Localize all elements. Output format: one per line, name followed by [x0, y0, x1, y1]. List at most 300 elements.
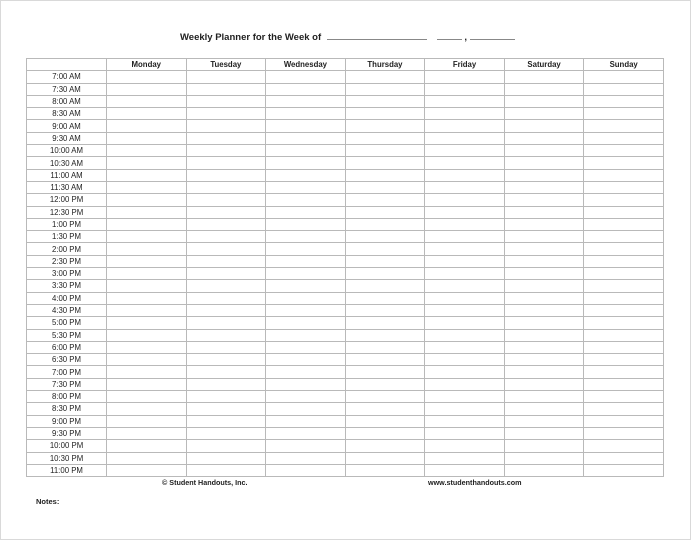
slot-cell-sunday[interactable]: [584, 354, 664, 366]
slot-cell-sunday[interactable]: [584, 366, 664, 378]
time-label: 4:00 PM: [27, 292, 107, 304]
slot-cell-friday[interactable]: [425, 71, 505, 83]
slot-cell-monday[interactable]: [107, 71, 187, 83]
slot-cell-tuesday[interactable]: [186, 218, 266, 230]
slot-cell-friday[interactable]: [425, 440, 505, 452]
slot-cell-wednesday[interactable]: [266, 206, 346, 218]
time-label: 9:30 AM: [27, 132, 107, 144]
slot-cell-friday[interactable]: [425, 292, 505, 304]
slot-cell-sunday[interactable]: [584, 169, 664, 181]
slot-cell-saturday[interactable]: [504, 71, 584, 83]
slot-cell-saturday[interactable]: [504, 415, 584, 427]
slot-cell-thursday[interactable]: [345, 317, 425, 329]
slot-cell-wednesday[interactable]: [266, 181, 346, 193]
time-label: 10:00 AM: [27, 145, 107, 157]
slot-cell-wednesday[interactable]: [266, 415, 346, 427]
slot-cell-saturday[interactable]: [504, 440, 584, 452]
slot-cell-monday[interactable]: [107, 157, 187, 169]
slot-cell-saturday[interactable]: [504, 243, 584, 255]
week-month-field[interactable]: [327, 31, 427, 40]
slot-cell-tuesday[interactable]: [186, 317, 266, 329]
slot-cell-tuesday[interactable]: [186, 304, 266, 316]
day-header-wednesday: Wednesday: [266, 59, 346, 71]
slot-cell-sunday[interactable]: [584, 391, 664, 403]
slot-cell-friday[interactable]: [425, 464, 505, 476]
slot-cell-sunday[interactable]: [584, 218, 664, 230]
slot-cell-friday[interactable]: [425, 341, 505, 353]
time-slot-row: [27, 452, 664, 464]
slot-cell-wednesday[interactable]: [266, 378, 346, 390]
slot-cell-wednesday[interactable]: [266, 452, 346, 464]
time-label: 7:00 AM: [27, 71, 107, 83]
slot-cell-saturday[interactable]: [504, 231, 584, 243]
slot-cell-thursday[interactable]: [345, 231, 425, 243]
slot-cell-thursday[interactable]: [345, 206, 425, 218]
slot-cell-wednesday[interactable]: [266, 292, 346, 304]
slot-cell-wednesday[interactable]: [266, 304, 346, 316]
time-label: 3:30 PM: [27, 280, 107, 292]
slot-cell-sunday[interactable]: [584, 243, 664, 255]
slot-cell-wednesday[interactable]: [266, 132, 346, 144]
slot-cell-saturday[interactable]: [504, 452, 584, 464]
slot-cell-thursday[interactable]: [345, 464, 425, 476]
time-slot-row: [27, 403, 664, 415]
slot-cell-monday[interactable]: [107, 341, 187, 353]
time-slot-row: [27, 292, 664, 304]
slot-cell-saturday[interactable]: [504, 403, 584, 415]
week-day-field[interactable]: [437, 31, 462, 40]
slot-cell-thursday[interactable]: [345, 329, 425, 341]
slot-cell-wednesday[interactable]: [266, 391, 346, 403]
slot-cell-friday[interactable]: [425, 108, 505, 120]
time-label: 8:30 AM: [27, 108, 107, 120]
slot-cell-saturday[interactable]: [504, 280, 584, 292]
slot-cell-monday[interactable]: [107, 415, 187, 427]
slot-cell-thursday[interactable]: [345, 243, 425, 255]
slot-cell-friday[interactable]: [425, 243, 505, 255]
slot-cell-saturday[interactable]: [504, 108, 584, 120]
slot-cell-wednesday[interactable]: [266, 194, 346, 206]
time-slot-row: [27, 83, 664, 95]
time-label: 12:30 PM: [27, 206, 107, 218]
slot-cell-tuesday[interactable]: [186, 268, 266, 280]
slot-cell-sunday[interactable]: [584, 464, 664, 476]
time-label: 4:30 PM: [27, 304, 107, 316]
slot-cell-sunday[interactable]: [584, 255, 664, 267]
slot-cell-thursday[interactable]: [345, 255, 425, 267]
time-label: 2:30 PM: [27, 255, 107, 267]
slot-cell-friday[interactable]: [425, 391, 505, 403]
time-slot-row: [27, 169, 664, 181]
slot-cell-sunday[interactable]: [584, 452, 664, 464]
slot-cell-friday[interactable]: [425, 317, 505, 329]
slot-cell-thursday[interactable]: [345, 120, 425, 132]
slot-cell-friday[interactable]: [425, 132, 505, 144]
slot-cell-monday[interactable]: [107, 464, 187, 476]
slot-cell-tuesday[interactable]: [186, 83, 266, 95]
slot-cell-tuesday[interactable]: [186, 194, 266, 206]
slot-cell-friday[interactable]: [425, 366, 505, 378]
slot-cell-friday[interactable]: [425, 403, 505, 415]
slot-cell-monday[interactable]: [107, 268, 187, 280]
slot-cell-friday[interactable]: [425, 206, 505, 218]
slot-cell-wednesday[interactable]: [266, 120, 346, 132]
slot-cell-sunday[interactable]: [584, 415, 664, 427]
slot-cell-friday[interactable]: [425, 157, 505, 169]
slot-cell-tuesday[interactable]: [186, 378, 266, 390]
slot-cell-wednesday[interactable]: [266, 108, 346, 120]
slot-cell-saturday[interactable]: [504, 95, 584, 107]
slot-cell-wednesday[interactable]: [266, 231, 346, 243]
time-slot-row: [27, 415, 664, 427]
slot-cell-tuesday[interactable]: [186, 403, 266, 415]
time-slot-row: [27, 243, 664, 255]
slot-cell-wednesday[interactable]: [266, 354, 346, 366]
slot-cell-monday[interactable]: [107, 169, 187, 181]
slot-cell-sunday[interactable]: [584, 181, 664, 193]
slot-cell-sunday[interactable]: [584, 317, 664, 329]
slot-cell-tuesday[interactable]: [186, 108, 266, 120]
slot-cell-thursday[interactable]: [345, 403, 425, 415]
slot-cell-thursday[interactable]: [345, 292, 425, 304]
slot-cell-sunday[interactable]: [584, 440, 664, 452]
slot-cell-wednesday[interactable]: [266, 464, 346, 476]
slot-cell-friday[interactable]: [425, 120, 505, 132]
slot-cell-thursday[interactable]: [345, 194, 425, 206]
time-label: 8:00 AM: [27, 95, 107, 107]
slot-cell-monday[interactable]: [107, 366, 187, 378]
slot-cell-sunday[interactable]: [584, 403, 664, 415]
slot-cell-tuesday[interactable]: [186, 292, 266, 304]
time-slot-row: [27, 280, 664, 292]
slot-cell-monday[interactable]: [107, 120, 187, 132]
slot-cell-thursday[interactable]: [345, 304, 425, 316]
time-label: 7:30 AM: [27, 83, 107, 95]
slot-cell-saturday[interactable]: [504, 157, 584, 169]
slot-cell-saturday[interactable]: [504, 354, 584, 366]
time-slot-row: [27, 329, 664, 341]
slot-cell-thursday[interactable]: [345, 415, 425, 427]
slot-cell-thursday[interactable]: [345, 71, 425, 83]
time-label: 9:30 PM: [27, 427, 107, 439]
slot-cell-friday[interactable]: [425, 415, 505, 427]
slot-cell-monday[interactable]: [107, 181, 187, 193]
slot-cell-tuesday[interactable]: [186, 354, 266, 366]
slot-cell-wednesday[interactable]: [266, 169, 346, 181]
slot-cell-saturday[interactable]: [504, 206, 584, 218]
slot-cell-friday[interactable]: [425, 145, 505, 157]
slot-cell-tuesday[interactable]: [186, 427, 266, 439]
slot-cell-friday[interactable]: [425, 218, 505, 230]
slot-cell-wednesday[interactable]: [266, 366, 346, 378]
time-slot-row: [27, 145, 664, 157]
planner-grid: [26, 58, 664, 477]
slot-cell-wednesday[interactable]: [266, 95, 346, 107]
time-slot-row: [27, 464, 664, 476]
slot-cell-saturday[interactable]: [504, 341, 584, 353]
slot-cell-wednesday[interactable]: [266, 243, 346, 255]
slot-cell-monday[interactable]: [107, 206, 187, 218]
slot-cell-thursday[interactable]: [345, 366, 425, 378]
slot-cell-monday[interactable]: [107, 95, 187, 107]
time-slot-row: [27, 427, 664, 439]
slot-cell-sunday[interactable]: [584, 108, 664, 120]
slot-cell-monday[interactable]: [107, 194, 187, 206]
slot-cell-monday[interactable]: [107, 280, 187, 292]
slot-cell-wednesday[interactable]: [266, 440, 346, 452]
slot-cell-saturday[interactable]: [504, 218, 584, 230]
slot-cell-saturday[interactable]: [504, 194, 584, 206]
slot-cell-tuesday[interactable]: [186, 366, 266, 378]
time-slot-row: [27, 354, 664, 366]
slot-cell-monday[interactable]: [107, 403, 187, 415]
slot-cell-tuesday[interactable]: [186, 391, 266, 403]
slot-cell-thursday[interactable]: [345, 452, 425, 464]
slot-cell-wednesday[interactable]: [266, 255, 346, 267]
time-slot-row: [27, 304, 664, 316]
slot-cell-friday[interactable]: [425, 255, 505, 267]
slot-cell-monday[interactable]: [107, 427, 187, 439]
day-header-friday: Friday: [425, 59, 505, 71]
slot-cell-saturday[interactable]: [504, 268, 584, 280]
time-slot-row: [27, 440, 664, 452]
slot-cell-thursday[interactable]: [345, 181, 425, 193]
slot-cell-thursday[interactable]: [345, 378, 425, 390]
slot-cell-sunday[interactable]: [584, 71, 664, 83]
time-label: 5:00 PM: [27, 317, 107, 329]
slot-cell-friday[interactable]: [425, 268, 505, 280]
slot-cell-sunday[interactable]: [584, 304, 664, 316]
time-slot-row: [27, 108, 664, 120]
slot-cell-monday[interactable]: [107, 452, 187, 464]
website-link[interactable]: www.studenthandouts.com: [428, 478, 522, 487]
slot-cell-tuesday[interactable]: [186, 464, 266, 476]
slot-cell-thursday[interactable]: [345, 440, 425, 452]
slot-cell-saturday[interactable]: [504, 145, 584, 157]
slot-cell-saturday[interactable]: [504, 317, 584, 329]
time-label: 10:00 PM: [27, 440, 107, 452]
slot-cell-saturday[interactable]: [504, 181, 584, 193]
slot-cell-monday[interactable]: [107, 83, 187, 95]
time-label: 6:30 PM: [27, 354, 107, 366]
slot-cell-saturday[interactable]: [504, 304, 584, 316]
slot-cell-sunday[interactable]: [584, 194, 664, 206]
slot-cell-saturday[interactable]: [504, 292, 584, 304]
slot-cell-tuesday[interactable]: [186, 329, 266, 341]
slot-cell-sunday[interactable]: [584, 132, 664, 144]
slot-cell-saturday[interactable]: [504, 464, 584, 476]
slot-cell-thursday[interactable]: [345, 391, 425, 403]
slot-cell-wednesday[interactable]: [266, 145, 346, 157]
slot-cell-saturday[interactable]: [504, 169, 584, 181]
slot-cell-sunday[interactable]: [584, 83, 664, 95]
slot-cell-monday[interactable]: [107, 231, 187, 243]
slot-cell-sunday[interactable]: [584, 157, 664, 169]
time-slot-row: [27, 341, 664, 353]
slot-cell-monday[interactable]: [107, 378, 187, 390]
slot-cell-wednesday[interactable]: [266, 71, 346, 83]
slot-cell-tuesday[interactable]: [186, 243, 266, 255]
slot-cell-saturday[interactable]: [504, 83, 584, 95]
time-label: 5:30 PM: [27, 329, 107, 341]
time-slot-row: [27, 95, 664, 107]
time-slot-row: [27, 378, 664, 390]
slot-cell-sunday[interactable]: [584, 280, 664, 292]
slot-cell-friday[interactable]: [425, 427, 505, 439]
time-slot-row: [27, 132, 664, 144]
slot-cell-sunday[interactable]: [584, 231, 664, 243]
slot-cell-tuesday[interactable]: [186, 440, 266, 452]
slot-cell-monday[interactable]: [107, 317, 187, 329]
slot-cell-sunday[interactable]: [584, 206, 664, 218]
slot-cell-saturday[interactable]: [504, 132, 584, 144]
slot-cell-friday[interactable]: [425, 280, 505, 292]
slot-cell-tuesday[interactable]: [186, 231, 266, 243]
slot-cell-sunday[interactable]: [584, 329, 664, 341]
slot-cell-saturday[interactable]: [504, 366, 584, 378]
slot-cell-thursday[interactable]: [345, 218, 425, 230]
slot-cell-thursday[interactable]: [345, 427, 425, 439]
slot-cell-saturday[interactable]: [504, 378, 584, 390]
slot-cell-saturday[interactable]: [504, 427, 584, 439]
slot-cell-tuesday[interactable]: [186, 341, 266, 353]
time-slot-row: [27, 366, 664, 378]
slot-cell-monday[interactable]: [107, 329, 187, 341]
time-slot-row: [27, 231, 664, 243]
slot-cell-wednesday[interactable]: [266, 83, 346, 95]
slot-cell-wednesday[interactable]: [266, 317, 346, 329]
slot-cell-monday[interactable]: [107, 292, 187, 304]
slot-cell-monday[interactable]: [107, 108, 187, 120]
slot-cell-friday[interactable]: [425, 329, 505, 341]
time-label: 3:00 PM: [27, 268, 107, 280]
time-header-cell: [27, 59, 107, 71]
day-header-tuesday: Tuesday: [186, 59, 266, 71]
slot-cell-wednesday[interactable]: [266, 427, 346, 439]
slot-cell-monday[interactable]: [107, 243, 187, 255]
slot-cell-friday[interactable]: [425, 169, 505, 181]
slot-cell-sunday[interactable]: [584, 145, 664, 157]
slot-cell-thursday[interactable]: [345, 268, 425, 280]
slot-cell-sunday[interactable]: [584, 95, 664, 107]
time-slot-row: [27, 218, 664, 230]
week-year-field[interactable]: [470, 31, 515, 40]
slot-cell-friday[interactable]: [425, 95, 505, 107]
slot-cell-tuesday[interactable]: [186, 206, 266, 218]
slot-cell-tuesday[interactable]: [186, 255, 266, 267]
slot-cell-monday[interactable]: [107, 132, 187, 144]
slot-cell-monday[interactable]: [107, 304, 187, 316]
slot-cell-tuesday[interactable]: [186, 415, 266, 427]
slot-cell-wednesday[interactable]: [266, 218, 346, 230]
slot-cell-sunday[interactable]: [584, 341, 664, 353]
slot-cell-thursday[interactable]: [345, 108, 425, 120]
slot-cell-friday[interactable]: [425, 378, 505, 390]
slot-cell-tuesday[interactable]: [186, 452, 266, 464]
slot-cell-tuesday[interactable]: [186, 120, 266, 132]
time-label: 11:00 AM: [27, 169, 107, 181]
slot-cell-monday[interactable]: [107, 218, 187, 230]
planner-title-row: [180, 31, 515, 43]
slot-cell-wednesday[interactable]: [266, 280, 346, 292]
slot-cell-sunday[interactable]: [584, 378, 664, 390]
slot-cell-friday[interactable]: [425, 304, 505, 316]
day-header-row: [27, 59, 664, 71]
slot-cell-monday[interactable]: [107, 391, 187, 403]
time-label: 10:30 PM: [27, 452, 107, 464]
slot-cell-tuesday[interactable]: [186, 181, 266, 193]
slot-cell-monday[interactable]: [107, 354, 187, 366]
slot-cell-friday[interactable]: [425, 194, 505, 206]
time-label: 9:00 AM: [27, 120, 107, 132]
slot-cell-saturday[interactable]: [504, 120, 584, 132]
slot-cell-thursday[interactable]: [345, 83, 425, 95]
time-label: 7:00 PM: [27, 366, 107, 378]
slot-cell-wednesday[interactable]: [266, 329, 346, 341]
slot-cell-sunday[interactable]: [584, 268, 664, 280]
time-slot-row: [27, 255, 664, 267]
day-header-saturday: Saturday: [504, 59, 584, 71]
slot-cell-thursday[interactable]: [345, 169, 425, 181]
copyright-text: © Student Handouts, Inc.: [162, 478, 248, 487]
time-label: 7:30 PM: [27, 378, 107, 390]
slot-cell-friday[interactable]: [425, 231, 505, 243]
time-slot-row: [27, 71, 664, 83]
slot-cell-sunday[interactable]: [584, 292, 664, 304]
slot-cell-tuesday[interactable]: [186, 132, 266, 144]
slot-cell-tuesday[interactable]: [186, 280, 266, 292]
time-slot-rows: [27, 71, 664, 477]
slot-cell-tuesday[interactable]: [186, 95, 266, 107]
slot-cell-sunday[interactable]: [584, 120, 664, 132]
time-slot-row: [27, 268, 664, 280]
slot-cell-thursday[interactable]: [345, 341, 425, 353]
slot-cell-wednesday[interactable]: [266, 157, 346, 169]
slot-cell-tuesday[interactable]: [186, 145, 266, 157]
slot-cell-monday[interactable]: [107, 440, 187, 452]
slot-cell-thursday[interactable]: [345, 354, 425, 366]
slot-cell-saturday[interactable]: [504, 329, 584, 341]
slot-cell-friday[interactable]: [425, 83, 505, 95]
slot-cell-friday[interactable]: [425, 452, 505, 464]
slot-cell-sunday[interactable]: [584, 427, 664, 439]
slot-cell-thursday[interactable]: [345, 157, 425, 169]
time-label: 11:00 PM: [27, 464, 107, 476]
slot-cell-tuesday[interactable]: [186, 71, 266, 83]
slot-cell-thursday[interactable]: [345, 280, 425, 292]
slot-cell-thursday[interactable]: [345, 95, 425, 107]
time-label: 8:00 PM: [27, 391, 107, 403]
slot-cell-saturday[interactable]: [504, 255, 584, 267]
slot-cell-friday[interactable]: [425, 354, 505, 366]
slot-cell-monday[interactable]: [107, 145, 187, 157]
slot-cell-thursday[interactable]: [345, 132, 425, 144]
date-comma: ,: [464, 32, 468, 43]
time-label: 12:00 PM: [27, 194, 107, 206]
slot-cell-saturday[interactable]: [504, 391, 584, 403]
slot-cell-friday[interactable]: [425, 181, 505, 193]
slot-cell-wednesday[interactable]: [266, 341, 346, 353]
slot-cell-monday[interactable]: [107, 255, 187, 267]
slot-cell-thursday[interactable]: [345, 145, 425, 157]
slot-cell-wednesday[interactable]: [266, 268, 346, 280]
time-label: 8:30 PM: [27, 403, 107, 415]
slot-cell-wednesday[interactable]: [266, 403, 346, 415]
slot-cell-tuesday[interactable]: [186, 157, 266, 169]
slot-cell-tuesday[interactable]: [186, 169, 266, 181]
time-slot-row: [27, 181, 664, 193]
notes-label: Notes:: [36, 497, 60, 506]
